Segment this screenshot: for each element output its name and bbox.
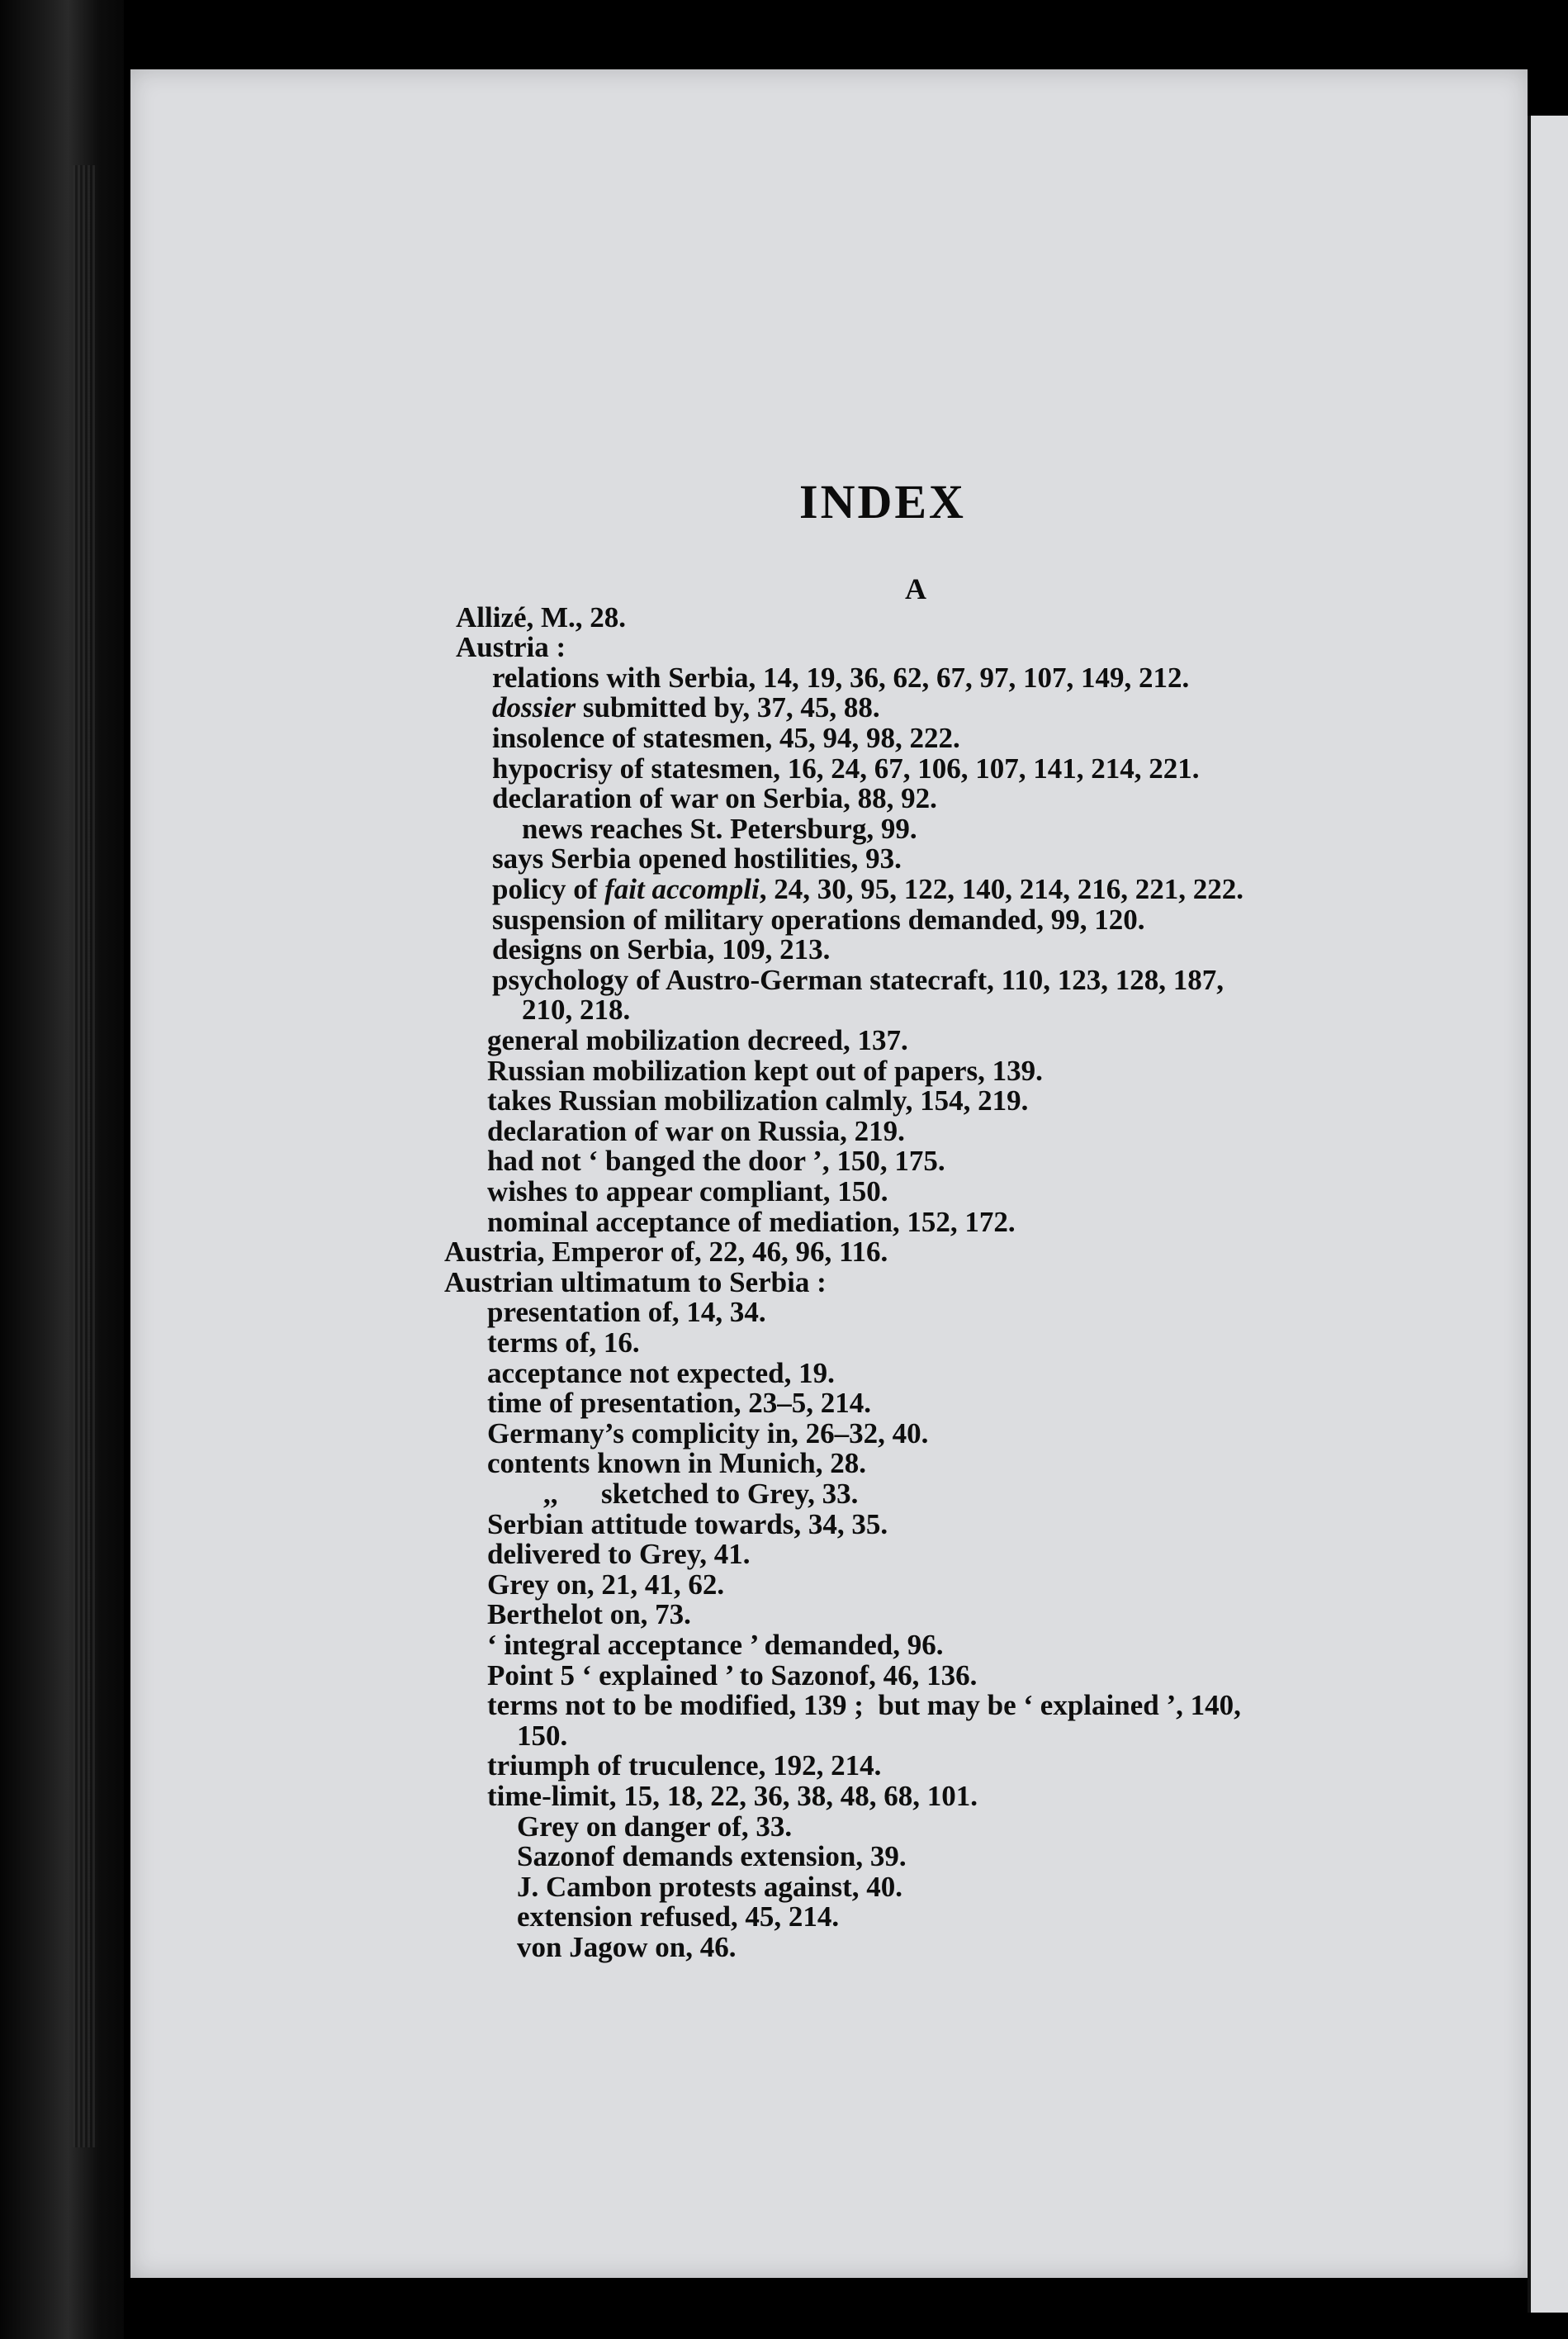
index-subentry: ‘ integral acceptance ’ demanded, 96. [487,1629,944,1661]
index-subsubentry: Grey on danger of, 33. [517,1810,793,1843]
index-subentry: Germany’s complicity in, 26–32, 40. [487,1417,929,1449]
index-entry: Austria : [456,631,566,663]
index-subentry: declaration of war on Russia, 219. [487,1115,905,1147]
index-subsubentry: J. Cambon protests against, 40. [517,1871,903,1903]
subentry-text: , 24, 30, 95, 122, 140, 214, 216, 221, 222. [759,873,1244,905]
index-subentry [492,692,880,723]
index-subentry: acceptance not expected, 19. [487,1357,835,1389]
index-subentry: time-limit, 15, 18, 22, 36, 38, 48, 68, 101. [487,1780,978,1812]
page-title: INDEX [799,475,966,529]
index-subentry-continuation: 210, 218. [522,994,631,1026]
index-subsubentry: extension refused, 45, 214. [517,1900,840,1933]
index-subentry: says Serbia opened hostilities, 93. [492,842,902,875]
index-subentry: contents known in Munich, 28. [487,1447,866,1479]
index-subsubentry: news reaches St. Petersburg, 99. [522,813,917,845]
index-subentry: suspension of military operations demanded, 99, 120. [492,904,1145,936]
italic-term: dossier [492,691,576,724]
italic-term: fait accompli [604,873,760,905]
section-letter: A [905,572,926,605]
index-subentry: psychology of Austro-German statecraft, 110, 123, 128, 187, [492,964,1224,996]
index-subentry: Berthelot on, 73. [487,1598,691,1630]
index-subentry: relations with Serbia, 14, 19, 36, 62, 67, 97, 107, 149, 212. [492,662,1190,694]
index-subentry: hypocrisy of statesmen, 16, 24, 67, 106, 107, 141, 214, 221. [492,752,1200,785]
index-subentry: triumph of truculence, 192, 214. [487,1749,882,1782]
index-subsubentry: von Jagow on, 46. [517,1931,737,1963]
subentry-text: policy of [492,873,605,905]
index-subentry: general mobilization decreed, 137. [487,1024,908,1056]
scan-top-border [130,0,1568,69]
index-subentry-continuation: 150. [517,1720,568,1752]
index-entry: Allizé, M., 28. [456,601,627,633]
index-subentry: Point 5 ‘ explained ’ to Sazonof, 46, 136. [487,1659,978,1691]
page-fold-shadow [1528,116,1531,2313]
index-subentry [492,874,1244,904]
index-entry: Austrian ultimatum to Serbia : [444,1266,827,1298]
index-subentry: takes Russian mobilization calmly, 154, 219. [487,1084,1029,1117]
index-subentry: presentation of, 14, 34. [487,1296,766,1328]
index-subentry: terms of, 16. [487,1326,640,1359]
index-subentry: Serbian attitude towards, 34, 35. [487,1508,888,1540]
index-subentry: Russian mobilization kept out of papers, 139. [487,1055,1043,1087]
subentry-text: submitted by, 37, 45, 88. [576,691,880,724]
index-subentry: wishes to appear compliant, 150. [487,1175,888,1207]
index-subentry-ditto: ,, sketched to Grey, 33. [543,1478,859,1510]
index-page [130,69,1528,2278]
index-subentry: nominal acceptance of mediation, 152, 172. [487,1206,1016,1238]
index-entry: Austria, Emperor of, 22, 46, 96, 116. [444,1236,888,1268]
book-binding [0,0,124,2339]
binding-page-edges [73,165,97,2147]
index-subentry: designs on Serbia, 109, 213. [492,933,831,965]
facing-page-edge [1528,116,1568,2313]
index-subentry: Grey on, 21, 41, 62. [487,1568,725,1601]
index-subentry: insolence of statesmen, 45, 94, 98, 222. [492,722,960,754]
index-subentry: time of presentation, 23–5, 214. [487,1387,871,1419]
index-subsubentry: Sazonof demands extension, 39. [517,1840,907,1872]
index-subentry: declaration of war on Serbia, 88, 92. [492,782,937,814]
index-subentry: terms not to be modified, 139 ; but may be ‘ explained ’, 140, [487,1689,1241,1721]
index-subentry: had not ‘ banged the door ’, 150, 175. [487,1145,945,1177]
index-subentry: delivered to Grey, 41. [487,1538,751,1570]
